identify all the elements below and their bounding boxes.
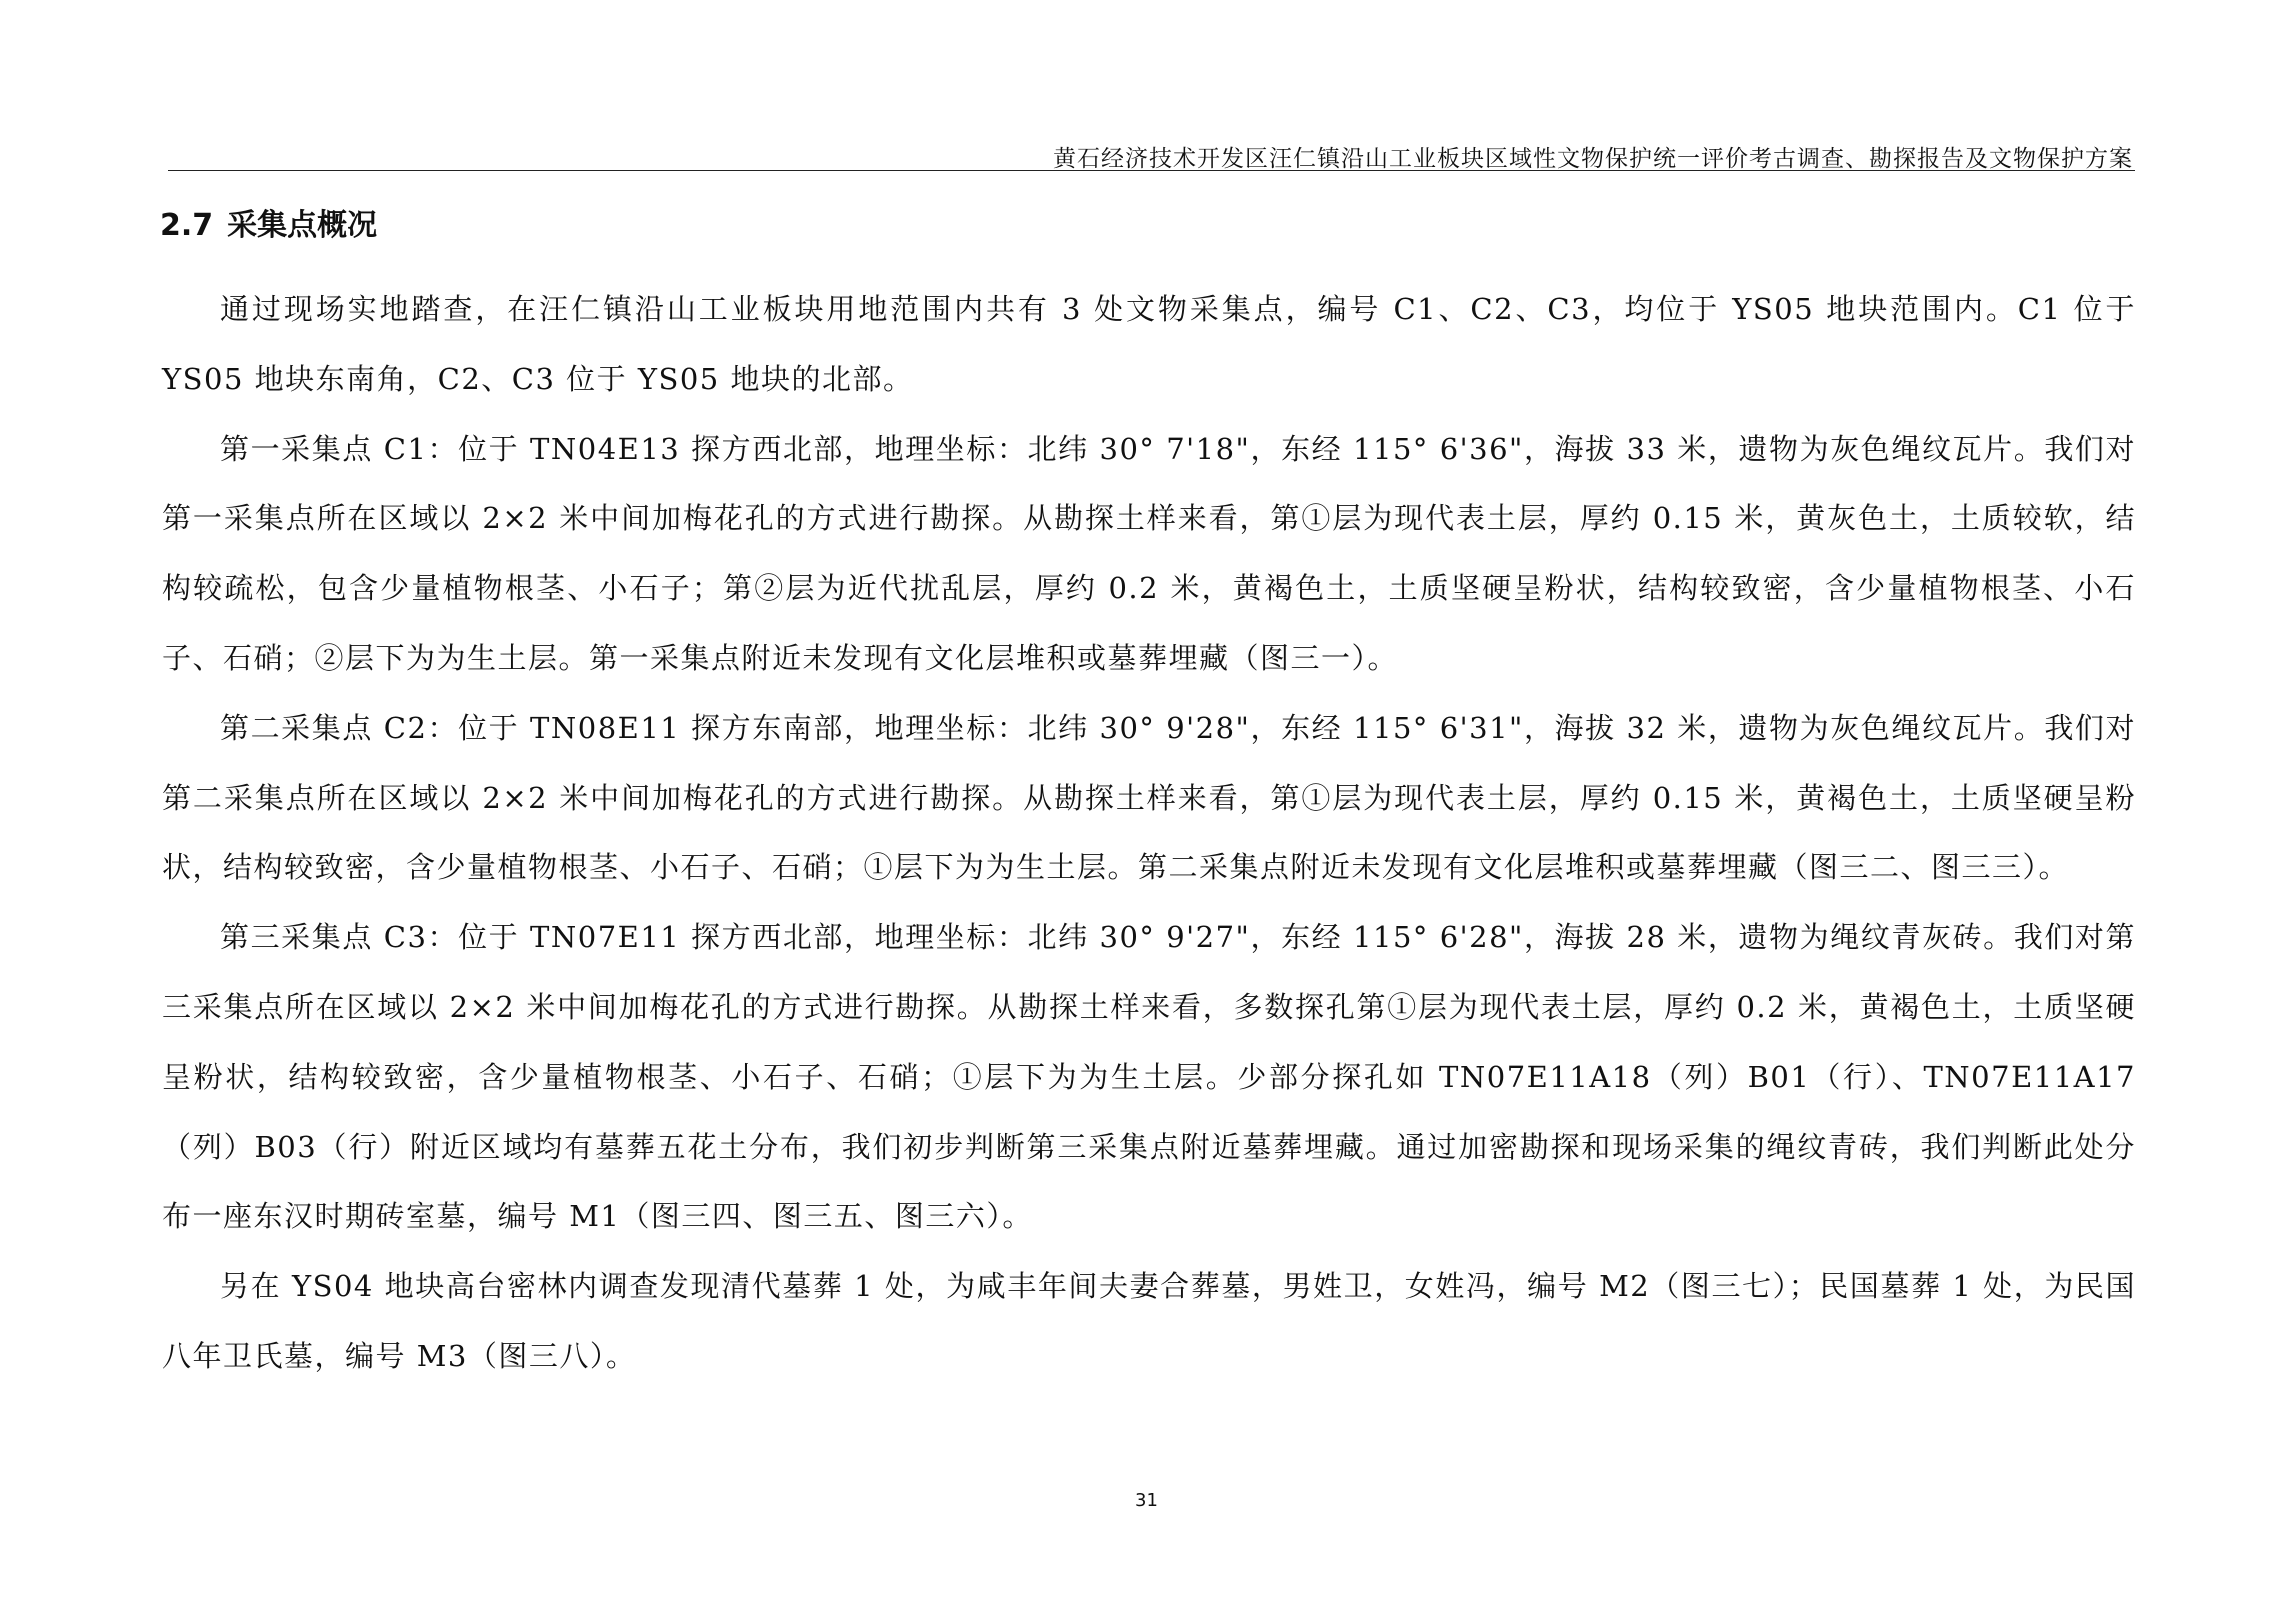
paragraph-collection-point-c2: 第二采集点 C2：位于 TN08E11 探方东南部，地理坐标：北纬 30° 9'28"，东经 115° 6'31"，海拔 32 米，遗物为灰色绳纹瓦片。我们对第二采集点所在区域以 2×2 米中间加梅花孔的方式进行勘探。从勘探土样来看，第①层为现代表土层，厚约 0.15 米，黄褐色土，土质坚硬呈粉状，结构较致密，含少量植物根茎、小石子、石硝；①层下为为生土层。第二采集点附近未发现有文化层堆积或墓葬埋藏（图三二、图三三）。 xyxy=(162,710,2136,885)
paragraph-overview: 通过现场实地踏查，在汪仁镇沿山工业板块用地范围内共有 3 处文物采集点，编号 C1、C2、C3，均位于 YS05 地块范围内。C1 位于 YS05 地块东南角，C2、C3 位于 YS05 地块的北部。 xyxy=(162,292,2136,396)
document-running-header: 黄石经济技术开发区汪仁镇沿山工业板块区域性文物保护统一评价考古调查、勘探报告及文物保护方案 xyxy=(1053,146,2133,172)
paragraph-collection-point-c3: 第三采集点 C3：位于 TN07E11 探方西北部，地理坐标：北纬 30° 9'27"，东经 115° 6'28"，海拔 28 米，遗物为绳纹青灰砖。我们对第三采集点所在区域以 2×2 米中间加梅花孔的方式进行勘探。从勘探土样来看，多数探孔第①层为现代表土层，厚约 0.2 米，黄褐色土，土质坚硬呈粉状，结构较致密，含少量植物根茎、小石子、石硝；①层下为为生土层。少部分探孔如 TN07E11A18（列）B01（行）、TN07E11A17（列）B03（行）附近区域均有墓葬五花土分布，我们初步判断第三采集点附近墓葬埋藏。通过加密勘探和现场采集的绳纹青砖，我们判断此处分布一座东汉时期砖室墓，编号 M1（图三四、图三五、图三六）。 xyxy=(162,920,2136,1234)
header-divider xyxy=(168,170,2135,171)
section-heading xyxy=(160,200,377,244)
paragraph-collection-point-c1: 第一采集点 C1：位于 TN04E13 探方西北部，地理坐标：北纬 30° 7'18"，东经 115° 6'36"，海拔 33 米，遗物为灰色绳纹瓦片。我们对第一采集点所在区域以 2×2 米中间加梅花孔的方式进行勘探。从勘探土样来看，第①层为现代表土层，厚约 0.15 米，黄灰色土，土质较软，结构较疏松，包含少量植物根茎、小石子；第②层为近代扰乱层，厚约 0.2 米，黄褐色土，土质坚硬呈粉状，结构较致密，含少量植物根茎、小石子、石硝；②层下为为生土层。第一采集点附近未发现有文化层堆积或墓葬埋藏（图三一）。 xyxy=(162,431,2136,675)
section-number: 2.7 xyxy=(160,208,214,243)
page-number: 31 xyxy=(1135,1490,1158,1511)
paragraph-tombs-ys04: 另在 YS04 地块高台密林内调查发现清代墓葬 1 处，为咸丰年间夫妻合葬墓，男姓卫，女姓冯，编号 M2（图三七）；民国墓葬 1 处，为民国八年卫氏墓，编号 M3（图三八）。 xyxy=(162,1269,2136,1373)
section-title: 采集点概况 xyxy=(227,208,378,243)
body-text xyxy=(162,275,2136,1392)
